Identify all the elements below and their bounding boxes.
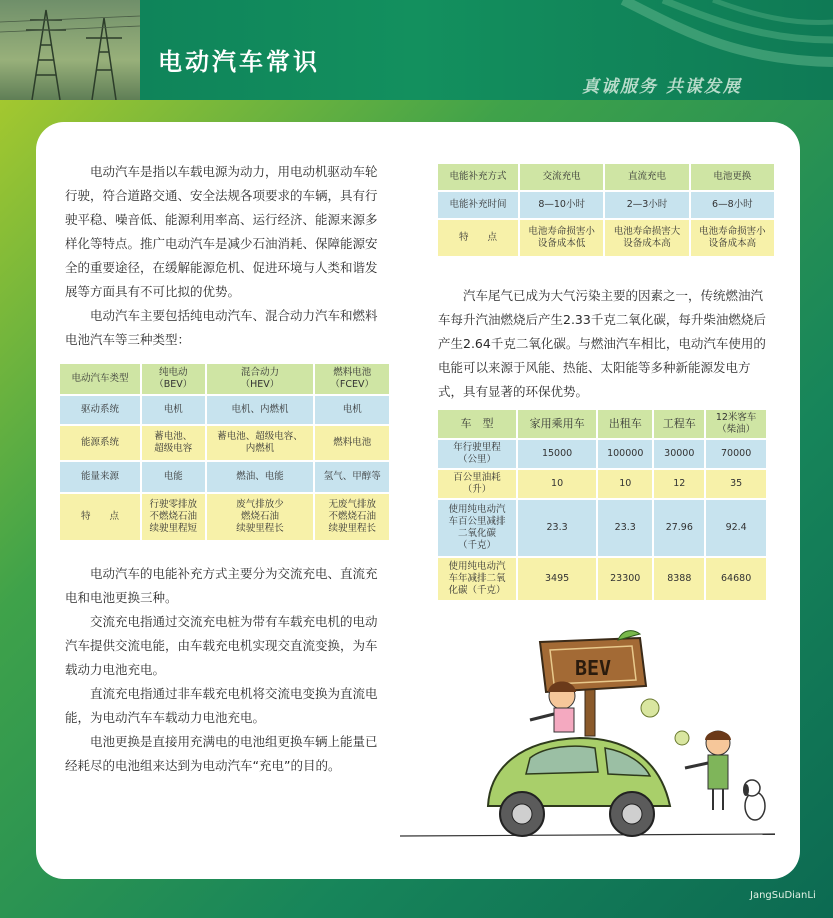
table-header-cell: 电能补充方式 <box>438 164 518 190</box>
table-cell: 64680 <box>706 558 766 600</box>
table-cell: 能源系统 <box>60 426 140 460</box>
charging-paragraph: 交流充电指通过交流充电桩为带有车载充电机的电动汽车提供交流电能，由车载充电机实现交直流变换，为车载动力电池充电。 <box>65 614 378 677</box>
table-header-cell: 直流充电 <box>605 164 688 190</box>
table-header-cell: 工程车 <box>654 410 704 438</box>
table-cell: 35 <box>706 470 766 498</box>
table-row <box>438 192 774 218</box>
table-header-cell: 纯电动 （BEV） <box>142 364 205 394</box>
table-cell: 电机、内燃机 <box>207 396 314 424</box>
table-cell: 使用纯电动汽 车年减排二氧 化碳（千克） <box>438 558 516 600</box>
charging-paragraph: 电动汽车的电能补充方式主要分为交流充电、直流充电和电池更换三种。 <box>65 566 378 605</box>
table-row <box>438 440 766 468</box>
intro-paragraph: 电动汽车是指以车载电源为动力，用电动机驱动车轮行驶，符合道路交通、安全法规各项要求的车辆，具有行驶平稳、噪音低、能源利用率高、运行经济、能源来源多样化等特点。推广电动汽车是减少石油消耗、保障能源安全的重要途径，在缓解能源危机、促进环境与人类和谐发展等方面具有不可比拟的优势。 <box>65 164 378 299</box>
swoosh-decoration-icon <box>593 0 833 100</box>
table-header-row <box>438 164 774 190</box>
table-cell: 氢气、甲醇等 <box>315 462 389 492</box>
charging-methods-table <box>436 162 776 258</box>
table-cell: 使用纯电动汽 车百公里减排 二氧化碳 （千克） <box>438 500 516 556</box>
table-cell: 23.3 <box>598 500 652 556</box>
table-cell: 年行驶里程 （公里） <box>438 440 516 468</box>
table-header-row <box>60 364 389 394</box>
table-cell: 燃油、电能 <box>207 462 314 492</box>
charging-text <box>65 562 385 778</box>
table-cell: 电池寿命损害小 设备成本高 <box>691 220 774 256</box>
green-car-icon <box>488 738 670 836</box>
table-cell: 6—8小时 <box>691 192 774 218</box>
bev-sign-text: BEV <box>574 656 612 680</box>
page-title: 电动汽车常识 <box>158 48 320 76</box>
table-cell: 燃料电池 <box>315 426 389 460</box>
table-cell: 23300 <box>598 558 652 600</box>
table-cell: 3495 <box>518 558 596 600</box>
power-tower-icon <box>0 0 140 100</box>
table-header-cell: 出租车 <box>598 410 652 438</box>
table-cell: 30000 <box>654 440 704 468</box>
charging-paragraph: 电池更换是直接用充满电的电池组更换车辆上能量已经耗尽的电池组来达到为电动汽车“充电”的目的。 <box>65 734 378 773</box>
table-row <box>438 470 766 498</box>
emission-text <box>438 284 774 404</box>
flower-icon <box>641 699 689 745</box>
table-cell: 能量来源 <box>60 462 140 492</box>
table-cell: 27.96 <box>654 500 704 556</box>
table-cell: 特 点 <box>60 494 140 540</box>
table-cell: 92.4 <box>706 500 766 556</box>
power-tower-photo <box>0 0 140 100</box>
dog-icon <box>743 780 765 820</box>
table-cell: 70000 <box>706 440 766 468</box>
header-banner <box>0 0 833 100</box>
table-row <box>60 462 389 492</box>
ev-types-table <box>58 362 391 542</box>
table-cell: 8—10小时 <box>520 192 603 218</box>
table-cell: 废气排放少 燃烧石油 续驶里程长 <box>207 494 314 540</box>
table-cell: 百公里油耗 （升） <box>438 470 516 498</box>
emission-table <box>436 408 768 602</box>
table-header-cell: 12米客车 （柴油） <box>706 410 766 438</box>
table-cell: 10 <box>518 470 596 498</box>
table-cell: 12 <box>654 470 704 498</box>
table-cell: 蓄电池、 超级电容 <box>142 426 205 460</box>
table-cell: 驱动系统 <box>60 396 140 424</box>
table-row <box>438 500 766 556</box>
table-cell: 15000 <box>518 440 596 468</box>
table-cell: 特 点 <box>438 220 518 256</box>
table-header-cell: 混合动力 （HEV） <box>207 364 314 394</box>
table-row <box>438 220 774 256</box>
table-cell: 23.3 <box>518 500 596 556</box>
bev-illustration <box>400 628 780 843</box>
table-cell: 2—3小时 <box>605 192 688 218</box>
table-row <box>60 426 389 460</box>
table-cell: 电机 <box>315 396 389 424</box>
intro-paragraph: 电动汽车主要包括纯电动汽车、混合动力汽车和燃料电池汽车等三种类型： <box>65 308 378 347</box>
table-cell: 100000 <box>598 440 652 468</box>
table-header-cell: 交流充电 <box>520 164 603 190</box>
watermark: JangSuDianLi <box>750 890 816 901</box>
table-row <box>60 494 389 540</box>
table-cell: 行驶零排放 不燃烧石油 续驶里程短 <box>142 494 205 540</box>
table-row <box>438 558 766 600</box>
table-cell: 8388 <box>654 558 704 600</box>
table-cell: 电池寿命损害小 设备成本低 <box>520 220 603 256</box>
table-header-row <box>438 410 766 438</box>
table-cell: 电能 <box>142 462 205 492</box>
table-header-cell: 电动汽车类型 <box>60 364 140 394</box>
table-cell: 电池寿命损害大 设备成本高 <box>605 220 688 256</box>
table-header-cell: 燃料电池 （FCEV） <box>315 364 389 394</box>
table-cell: 电机 <box>142 396 205 424</box>
slogan: 真诚服务 共谋发展 <box>582 77 742 97</box>
emission-paragraph: 汽车尾气已成为大气污染主要的因素之一，传统燃油汽车每升汽油燃烧后产生2.33千克二氧化碳，每升柴油燃烧后产生2.64千克二氧化碳。与燃油汽车相比，电动汽车使用的电能可以来源于风能、热能、太阳能等多种新能源发电方式，具有显著的环保优势。 <box>438 288 766 399</box>
table-row <box>60 396 389 424</box>
table-cell: 10 <box>598 470 652 498</box>
table-header-cell: 电池更换 <box>691 164 774 190</box>
intro-text <box>65 160 385 352</box>
table-header-cell: 家用乘用车 <box>518 410 596 438</box>
charging-paragraph: 直流充电指通过非车载充电机将交流电变换为直流电能，为电动汽车车载动力电池充电。 <box>65 686 378 725</box>
table-cell: 蓄电池、超级电容、 内燃机 <box>207 426 314 460</box>
table-cell: 电能补充时间 <box>438 192 518 218</box>
table-cell: 无废气排放 不燃烧石油 续驶里程长 <box>315 494 389 540</box>
table-header-cell: 车 型 <box>438 410 516 438</box>
